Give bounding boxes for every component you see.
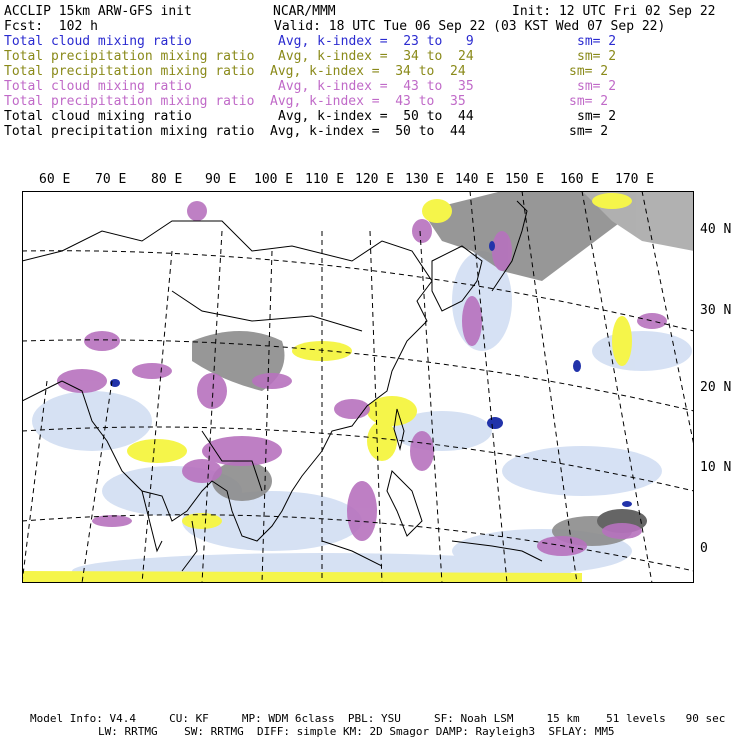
lat-label: 10 N bbox=[700, 460, 732, 475]
field-kindex: Avg, k-index = 50 to 44 bbox=[270, 124, 466, 139]
field-name: Total precipitation mixing ratio bbox=[4, 49, 255, 64]
field-name: Total cloud mixing ratio bbox=[4, 109, 192, 124]
field-smooth: sm= 2 bbox=[577, 49, 617, 64]
lon-label: 60 E bbox=[39, 172, 71, 187]
forecast-map bbox=[22, 191, 694, 583]
field-name: Total precipitation mixing ratio bbox=[4, 124, 255, 139]
lon-label: 170 E bbox=[615, 172, 655, 187]
field-smooth: sm= 2 bbox=[577, 109, 617, 124]
field-name: Total precipitation mixing ratio bbox=[4, 94, 255, 109]
lon-label: 150 E bbox=[505, 172, 545, 187]
forecast-hour: Fcst: 102 h bbox=[4, 19, 98, 34]
model-title: ACCLIP 15km ARW-GFS init bbox=[4, 4, 192, 19]
lon-label: 110 E bbox=[305, 172, 345, 187]
field-kindex: Avg, k-index = 50 to 44 bbox=[278, 109, 474, 124]
lat-label: 40 N bbox=[700, 222, 732, 237]
field-smooth: sm= 2 bbox=[569, 94, 609, 109]
lon-label: 140 E bbox=[455, 172, 495, 187]
init-time: Init: 12 UTC Fri 02 Sep 22 bbox=[512, 4, 716, 19]
valid-time: Valid: 18 UTC Tue 06 Sep 22 (03 KST Wed 07 Sep 22) bbox=[274, 19, 666, 34]
lon-label: 80 E bbox=[151, 172, 183, 187]
org-label: NCAR/MMM bbox=[273, 4, 336, 19]
model-info-line-1: Model Info: V4.4 CU: KF MP: WDM 6class PBL: YSU SF: Noah LSM 15 km 51 levels 90 sec bbox=[30, 712, 726, 725]
lat-label: 30 N bbox=[700, 303, 732, 318]
field-kindex: Avg, k-index = 34 to 24 bbox=[270, 64, 466, 79]
lon-label: 90 E bbox=[205, 172, 237, 187]
field-kindex: Avg, k-index = 34 to 24 bbox=[278, 49, 474, 64]
field-smooth: sm= 2 bbox=[569, 64, 609, 79]
field-kindex: Avg, k-index = 43 to 35 bbox=[278, 79, 474, 94]
lon-label: 70 E bbox=[95, 172, 127, 187]
lat-label: 20 N bbox=[700, 380, 732, 395]
field-smooth: sm= 2 bbox=[569, 124, 609, 139]
field-kindex: Avg, k-index = 23 to 9 bbox=[278, 34, 474, 49]
field-kindex: Avg, k-index = 43 to 35 bbox=[270, 94, 466, 109]
lon-label: 120 E bbox=[355, 172, 395, 187]
field-name: Total cloud mixing ratio bbox=[4, 34, 192, 49]
field-name: Total cloud mixing ratio bbox=[4, 79, 192, 94]
field-smooth: sm= 2 bbox=[577, 34, 617, 49]
lon-label: 130 E bbox=[405, 172, 445, 187]
lon-label: 160 E bbox=[560, 172, 600, 187]
lon-label: 100 E bbox=[254, 172, 294, 187]
lat-label: 0 bbox=[700, 541, 708, 556]
model-info-line-2: LW: RRTMG SW: RRTMG DIFF: simple KM: 2D Smagor DAMP: Rayleigh3 SFLAY: MM5 bbox=[98, 725, 615, 738]
field-smooth: sm= 2 bbox=[577, 79, 617, 94]
field-name: Total precipitation mixing ratio bbox=[4, 64, 255, 79]
